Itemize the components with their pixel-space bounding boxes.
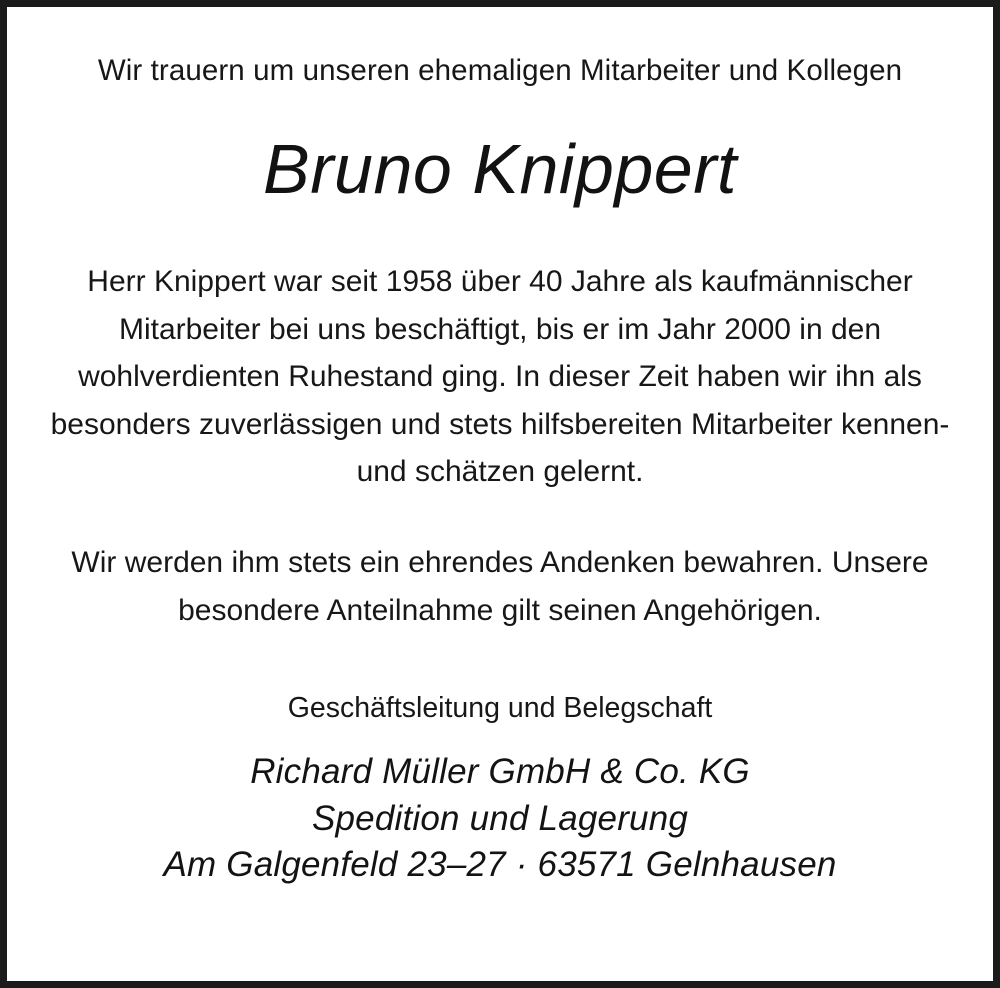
tribute-paragraph-2: Wir werden ihm stets ein ehrendes Andenken bewahren. Unsere besondere Anteilnahme gilt seinen Angehörigen.	[71, 546, 929, 627]
mourning-intro-text: Wir trauern um unseren ehemaligen Mitarbeiter und Kollegen	[97, 54, 903, 87]
signatory-label: Geschäftsleitung und Belegschaft	[287, 692, 713, 725]
company-division: Spedition und Lagerung	[311, 798, 689, 838]
company-name: Richard Müller GmbH & Co. KG	[250, 752, 750, 792]
company-block	[163, 749, 836, 889]
deceased-name: Bruno Knippert	[263, 129, 737, 208]
company-address: Am Galgenfeld 23–27 · 63571 Gelnhausen	[163, 845, 837, 885]
tribute-paragraph-1: Herr Knippert war seit 1958 über 40 Jahre als kaufmännischer Mitarbeiter bei uns beschäftigt, bis er im Jahr 2000 in den wohlverdienten Ruhestand ging. In dieser Zeit haben wir ihn als besonders zuverlässigen und stets hilfsbereiten Mitarbeiter kennen- und schätzen gelernt.	[50, 265, 950, 489]
